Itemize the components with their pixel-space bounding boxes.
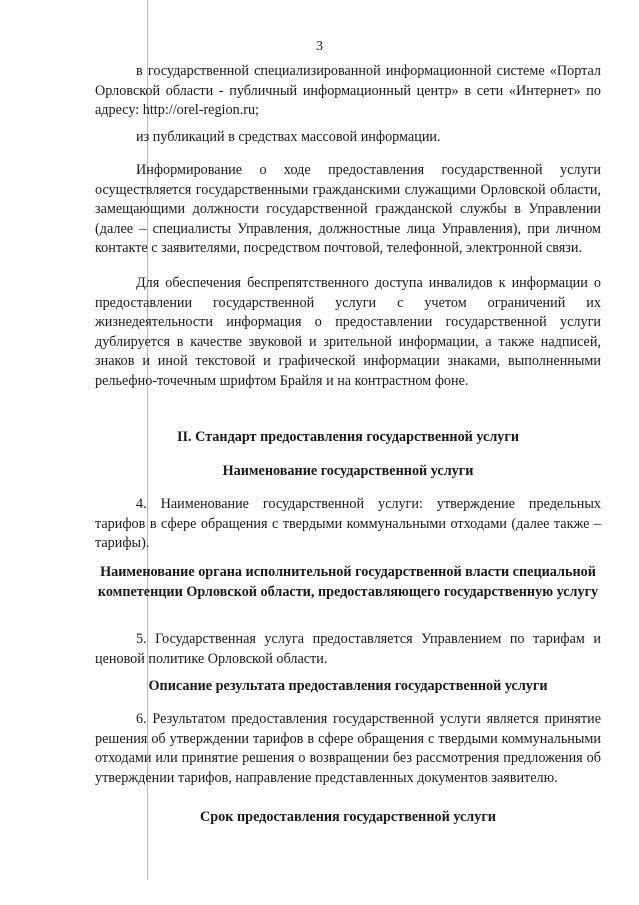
paragraph-media-text: из публикаций в средствах массовой информации. [136, 129, 441, 145]
paragraph-informing-text: Информирование о ходе предоставления государственной услуги осуществляется государственными гражданскими служащими Орловской области, замещающими должности государственной гражданской службы в Управлении (далее – специалисты Управления, должностные лица Управления), при личном контакте с заявителями, посредством почтовой, телефонной, электронной связи. [95, 162, 601, 257]
heading-authority-text: Наименование органа исполнительной государственной власти специальной компетенции Орловской области, предоставляющего государственную услугу [97, 564, 599, 600]
heading-service-name-text: Наименование государственной услуги [222, 463, 474, 479]
heading-result-text: Описание результата предоставления государственной услуги [148, 678, 548, 694]
paragraph-portal-text: в государственной специализированной информационной системе «Портал Орловской области - публичный информационный центр» в сети «Интернет» по адресу: http://orel-region.ru; [95, 63, 601, 119]
paragraph-item-5-text: 5. Государственная услуга предоставляется Управлением по тарифам и ценовой политике Орловской области. [95, 631, 601, 667]
page-number: 3 [316, 39, 323, 54]
heading-term [95, 808, 601, 828]
heading-authority [95, 563, 601, 602]
paragraph-portal [95, 62, 601, 121]
paragraph-accessibility [95, 274, 601, 392]
paragraph-item-4-text: 4. Наименование государственной услуги: утверждение предельных тарифов в сфере обращения с твердыми коммунальными отходами (далее также – тарифы). [95, 496, 601, 552]
paragraph-media [95, 128, 601, 148]
paragraph-accessibility-text: Для обеспечения беспрепятственного доступа инвалидов к информации о предоставлении государственной услуги с учетом ограничений их жизнедеятельности информация о предоставлении государственной услуги дублируется в качестве звуковой и зрительной информации, а также надписей, знаков и иной текстовой и графической информации знаками, выполненными рельефно-точечным шрифтом Брайля и на контрастном фоне. [95, 275, 601, 389]
section-heading [95, 428, 601, 448]
paragraph-item-5 [95, 630, 601, 669]
paragraph-informing [95, 161, 601, 259]
section-heading-text: II. Стандарт предоставления государственной услуги [176, 429, 520, 445]
paragraph-item-4 [95, 495, 601, 554]
heading-service-name [95, 462, 601, 482]
heading-term-text: Срок предоставления государственной услуги [200, 809, 496, 825]
paragraph-item-6 [95, 710, 601, 788]
heading-result [95, 677, 601, 697]
paragraph-item-6-text: 6. Результатом предоставления государственной услуги является принятие решения об утверждении тарифов в сфере обращения с твердыми коммунальными отходами или принятие решения о возвращении без рассмотрения предложения об утверждении тарифов, направление представленных документов заявителю. [95, 711, 601, 786]
